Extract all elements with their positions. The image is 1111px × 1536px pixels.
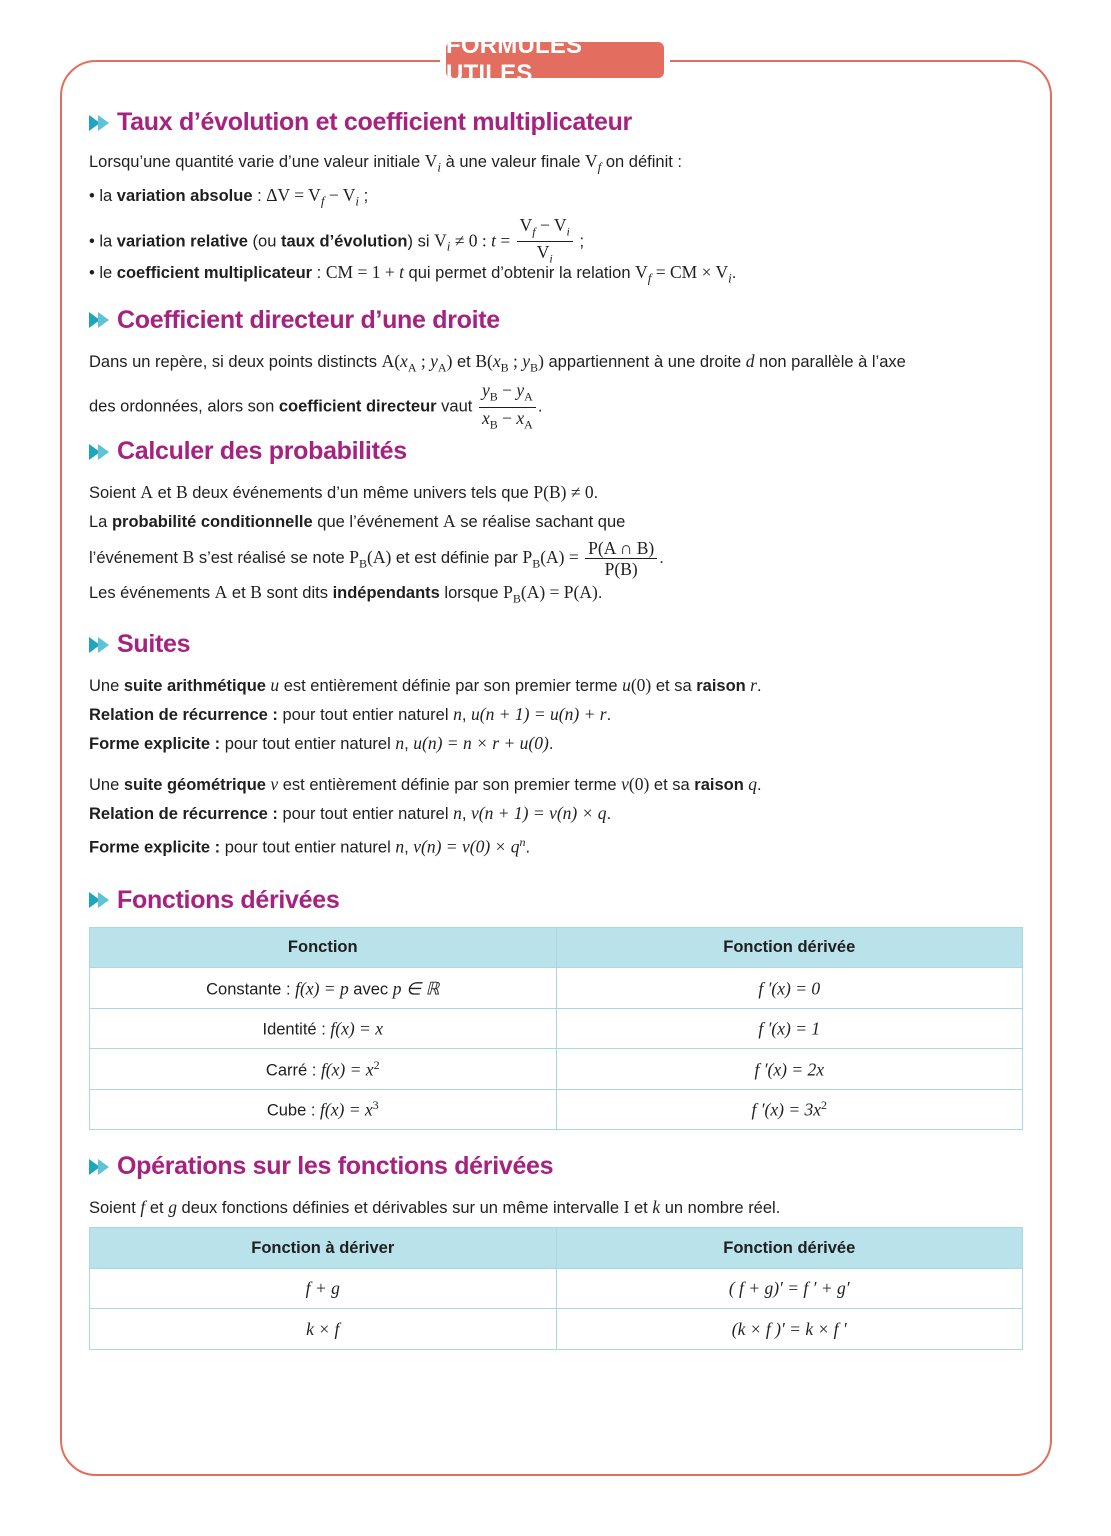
paragraph: Lorsqu’une quantité varie d’une valeur initiale $V_i$ à une valeur finale $V_f$ on définit : • la variation absolue : $\Delta V = V_f - V_i$ ; • la variation relative (ou taux d’évolution) si $V_i \ne 0$ : t = $\frac{V_f - V_i}{V_i}$ ; • le coefficient multiplicateur : CM = 1 + t qui permet d’obtenir la relation $V_f$ = CM × $V_i$.	[89, 151, 737, 285]
section-title: Suites	[117, 630, 191, 659]
table-row	[90, 968, 1023, 1009]
table-row	[90, 1089, 1023, 1130]
section-title: Fonctions dérivées	[117, 885, 340, 914]
section-header-taux	[89, 108, 1024, 137]
section-header-probabilites	[89, 437, 1024, 466]
table-cell: Cube : $f(x) = x^3$	[90, 1089, 557, 1130]
table-cell: f + g	[90, 1268, 557, 1309]
column-header: Fonction à dériver	[90, 1228, 557, 1269]
double-chevron-right-icon	[89, 442, 113, 462]
double-chevron-right-icon	[89, 310, 113, 330]
table-cell: Identité : f(x) = x	[90, 1008, 557, 1049]
operations-table	[89, 1227, 1023, 1350]
section-title: Taux d’évolution et coefficient multiplicateur	[117, 108, 632, 136]
paragraph: Soient f et g deux fonctions définies et dérivables sur un même intervalle I et k un nombre réel.	[89, 1197, 781, 1218]
fraction: $\frac{P(A \cap B)}{P(B)}$	[585, 539, 657, 578]
section-title: Coefficient directeur d’une droite	[117, 305, 500, 334]
table-cell: Carré : $f(x) = x^2$	[90, 1049, 557, 1090]
table-header-row	[90, 1228, 1023, 1269]
table-cell: ( f + g)′ = f ′ + g′	[556, 1268, 1023, 1309]
double-chevron-right-icon	[89, 113, 113, 133]
section-title: Calculer des probabilités	[117, 437, 407, 466]
table-row	[90, 1268, 1023, 1309]
paragraph-geometric: Une suite géométrique v est entièrement définie par son premier terme v(0) et sa raison q. Relation de récurrence : pour tout entier naturel n, v(n + 1) = v(n) × q. Forme explicite : pour tout entier naturel n, $v(n) = v(0) \times q^n$.	[89, 774, 762, 857]
section-header-coefficient	[89, 306, 1024, 335]
section-header-suites	[89, 630, 1024, 659]
double-chevron-right-icon	[89, 635, 113, 655]
table-cell: f ′(x) = 1	[556, 1008, 1023, 1049]
fraction: $\frac{y_B - y_A}{x_B - x_A}$	[479, 381, 536, 433]
table-header-row	[90, 927, 1023, 968]
column-header: Fonction dérivée	[556, 927, 1023, 968]
column-header: Fonction dérivée	[556, 1228, 1023, 1269]
paragraph-arithmetic: Une suite arithmétique u est entièrement définie par son premier terme u(0) et sa raison r. Relation de récurrence : pour tout entier naturel n, u(n + 1) = u(n) + r. Forme explicite : pour tout entier naturel n, u(n) = n × r + u(0).	[89, 675, 762, 754]
table-row	[90, 1008, 1023, 1049]
formula-content	[89, 108, 1024, 1350]
paragraph: Soient A et B deux événements d’un même univers tels que P(B) ≠ 0. La probabilité conditionnelle que l’événement A se réalise sachant que l’événement B s’est réalisé se note $P_B(A)$ et est définie par $P_B(A)$ = $\frac{P(A \cap B)}{P(B)}$ . Les événements A et B sont dits indépendants lorsque $P_B(A) = P(A)$.	[89, 482, 664, 606]
derivatives-table	[89, 927, 1023, 1131]
paragraph: Dans un repère, si deux points distincts $A(x_A$ ; $y_A$) et $B(x_B$ ; $y_B$) appartiennent à une droite d non parallèle à l’axe des ordonnées, alors son coefficient directeur vaut $\frac{y_B - y_A}{x_B - x_A}$ .	[89, 350, 906, 432]
double-chevron-right-icon	[89, 1157, 113, 1177]
section-title: Opérations sur les fonctions dérivées	[117, 1152, 554, 1181]
column-header: Fonction	[90, 927, 557, 968]
table-cell: Constante : f(x) = p avec p ∈ ℝ	[90, 968, 557, 1009]
section-header-derivees	[89, 886, 1024, 915]
table-cell: f $'(x) = 3x^2$	[556, 1089, 1023, 1130]
table-cell: f ′(x) = 0	[556, 968, 1023, 1009]
table-cell: (k × f )′ = k × f ′	[556, 1309, 1023, 1350]
table-cell: f ′(x) = 2x	[556, 1049, 1023, 1090]
table-row	[90, 1049, 1023, 1090]
table-row	[90, 1309, 1023, 1350]
section-header-operations	[89, 1152, 1024, 1181]
table-cell: k × f	[90, 1309, 557, 1350]
fraction: $\frac{V_f - V_i}{V_i}$	[517, 216, 573, 268]
double-chevron-right-icon	[89, 890, 113, 910]
page-title: FORMULES UTILES	[446, 42, 664, 78]
